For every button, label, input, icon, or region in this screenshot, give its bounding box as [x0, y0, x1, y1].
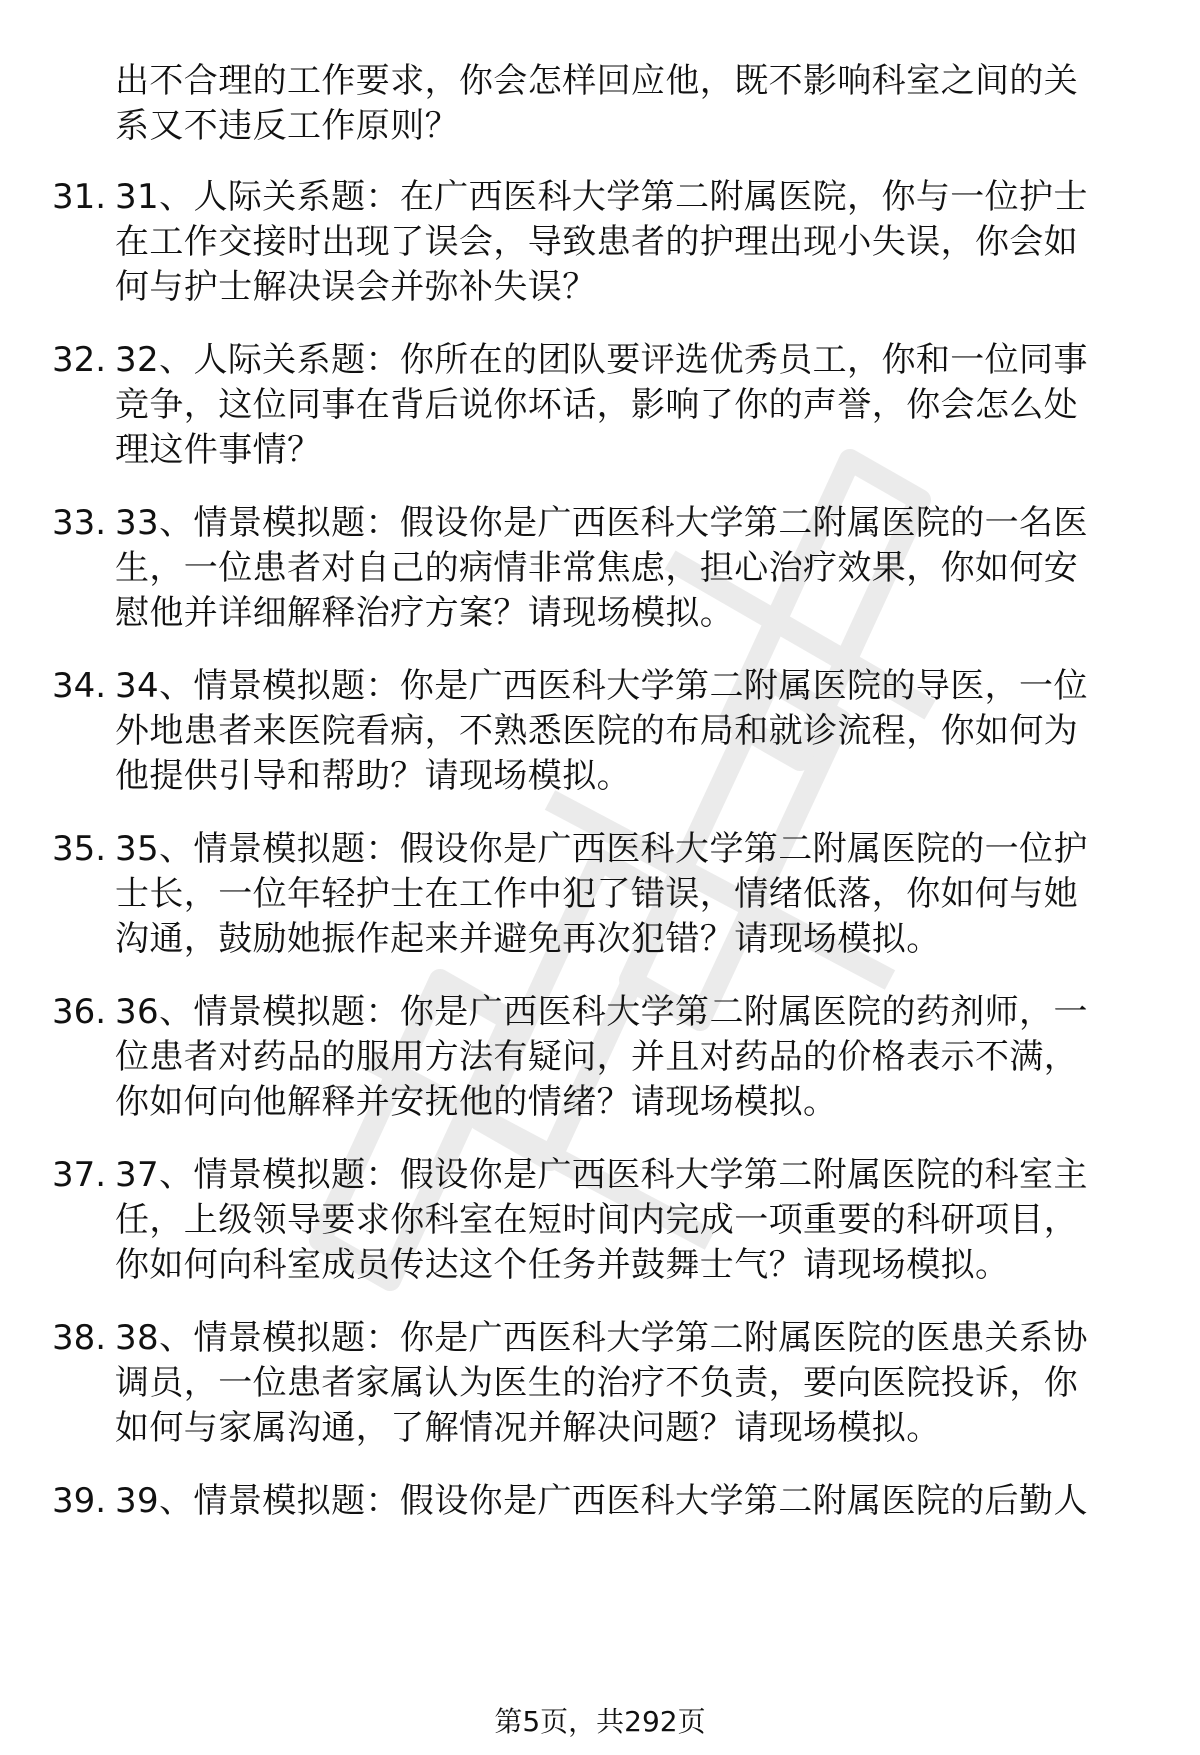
item-line: 慰他并详细解释治疗方案？请现场模拟。 — [115, 593, 735, 633]
item-line: 调员，一位患者家属认为医生的治疗不负责，要向医院投诉，你 — [115, 1363, 1079, 1403]
item-line: 何与护士解决误会并弥补失误？ — [115, 267, 597, 307]
item-line: 39、情景模拟题：假设你是广西医科大学第二附属医院的后勤人 — [115, 1481, 1088, 1521]
item-line: 34、情景模拟题：你是广西医科大学第二附属医院的导医，一位 — [115, 666, 1088, 706]
item-line: 外地患者来医院看病，不熟悉医院的布局和就诊流程，你如何为 — [115, 711, 1079, 751]
item-line: 35、情景模拟题：假设你是广西医科大学第二附属医院的一位护 — [115, 829, 1088, 869]
item-line: 37、情景模拟题：假设你是广西医科大学第二附属医院的科室主 — [115, 1155, 1088, 1195]
item-number: 37. — [52, 1155, 107, 1195]
item-number: 34. — [52, 666, 107, 706]
item-number: 31. — [52, 177, 107, 217]
continuation-line: 系又不违反工作原则？ — [115, 106, 459, 146]
item-number: 32. — [52, 340, 107, 380]
item-line: 竞争，这位同事在背后说你坏话，影响了你的声誉，你会怎么处 — [115, 385, 1079, 425]
item-line: 任，上级领导要求你科室在短时间内完成一项重要的科研项目， — [115, 1200, 1079, 1240]
item-number: 39. — [52, 1481, 107, 1521]
item-line: 36、情景模拟题：你是广西医科大学第二附属医院的药剂师，一 — [115, 992, 1088, 1032]
item-line: 在工作交接时出现了误会，导致患者的护理出现小失误，你会如 — [115, 222, 1079, 262]
item-line: 32、人际关系题：你所在的团队要评选优秀员工，你和一位同事 — [115, 340, 1088, 380]
item-line: 38、情景模拟题：你是广西医科大学第二附属医院的医患关系协 — [115, 1318, 1088, 1358]
item-number: 35. — [52, 829, 107, 869]
item-number: 36. — [52, 992, 107, 1032]
item-line: 33、情景模拟题：假设你是广西医科大学第二附属医院的一名医 — [115, 503, 1088, 543]
item-number: 33. — [52, 503, 107, 543]
item-line: 理这件事情？ — [115, 430, 322, 470]
item-number: 38. — [52, 1318, 107, 1358]
item-line: 31、人际关系题：在广西医科大学第二附属医院，你与一位护士 — [115, 177, 1088, 217]
item-line: 如何与家属沟通，了解情况并解决问题？请现场模拟。 — [115, 1408, 941, 1448]
item-line: 你如何向他解释并安抚他的情绪？请现场模拟。 — [115, 1082, 838, 1122]
item-line: 你如何向科室成员传达这个任务并鼓舞士气？请现场模拟。 — [115, 1245, 1010, 1285]
item-line: 沟通，鼓励她振作起来并避免再次犯错？请现场模拟。 — [115, 919, 941, 959]
item-line: 位患者对药品的服用方法有疑问，并且对药品的价格表示不满， — [115, 1037, 1079, 1077]
item-line: 他提供引导和帮助？请现场模拟。 — [115, 756, 631, 796]
item-line: 生，一位患者对自己的病情非常焦虑，担心治疗效果，你如何安 — [115, 548, 1079, 588]
item-line: 士长，一位年轻护士在工作中犯了错误，情绪低落，你如何与她 — [115, 874, 1079, 914]
continuation-line: 出不合理的工作要求，你会怎样回应他，既不影响科室之间的关 — [115, 61, 1079, 101]
page-footer: 第5页，共292页 — [494, 1705, 706, 1738]
